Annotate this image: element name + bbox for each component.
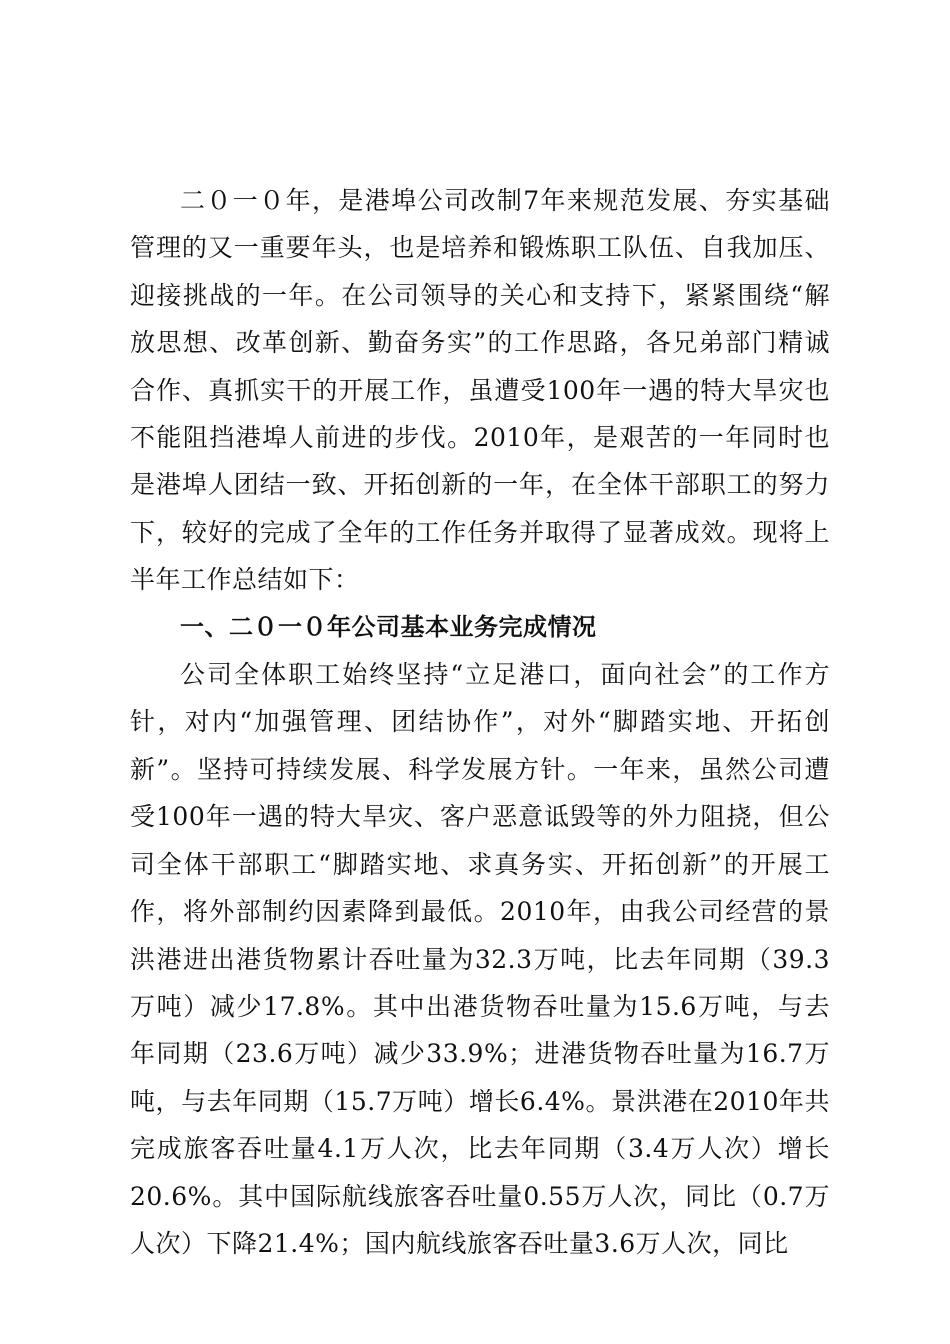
document-body xyxy=(130,177,830,1267)
intro-paragraph: 二０一０年，是港埠公司改制7年来规范发展、夯实基础管理的又一重要年头，也是培养和锻炼职工队伍、自我加压、迎接挑战的一年。在公司领导的关心和支持下，紧紧围绕“解放思想、改革创新、勤奋务实”的工作思路，各兄弟部门精诚合作、真抓实干的开展工作，虽遭受100年一遇的特大旱灾也不能阻挡港埠人前进的步伐。2010年，是艰苦的一年同时也是港埠人团结一致、开拓创新的一年，在全体干部职工的努力下，较好的完成了全年的工作任务并取得了显著成效。现将上半年工作总结如下： xyxy=(130,186,830,595)
business-paragraph: 公司全体职工始终坚持“立足港口，面向社会”的工作方针，对内“加强管理、团结协作”，对外“脚踏实地、开拓创新”。坚持可持续发展、科学发展方针。一年来，虽然公司遭受100年一遇的特大旱灾、客户恶意诋毁等的外力阻挠，但公司全体干部职工“脚踏实地、求真务实、开拓创新”的开展工作，将外部制约因素降到最低。2010年，由我公司经营的景洪港进出港货物累计吞吐量为32.3万吨，比去年同期（39.3万吨）减少17.8%。其中出港货物吞吐量为15.6万吨，与去年同期（23.6万吨）减少33.9%；进港货物吞吐量为16.7万吨，与去年同期（15.7万吨）增长6.4%。景洪港在2010年共完成旅客吞吐量4.1万人次，比去年同期（3.4万人次）增长20.6%。其中国际航线旅客吞吐量0.55万人次，同比（0.7万人次）下降21.4%；国内航线旅客吞吐量3.6万人次，同比 xyxy=(130,660,830,1258)
section-heading: 一、二０一０年公司基本业务完成情况 xyxy=(180,612,597,641)
